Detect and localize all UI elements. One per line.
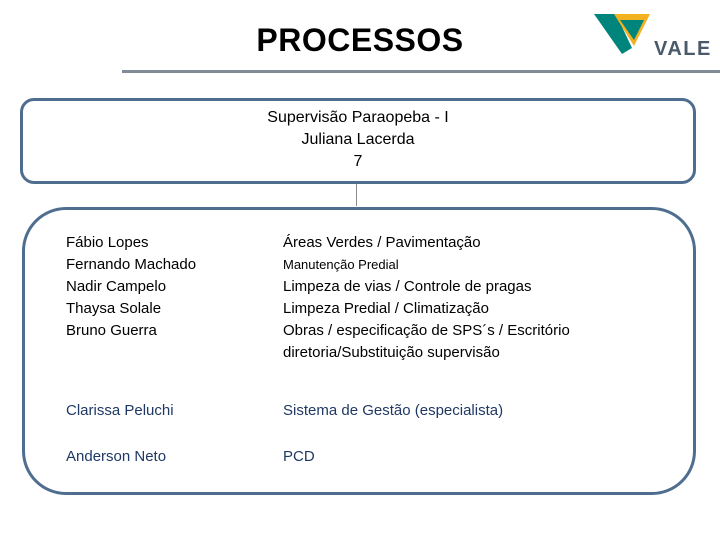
group1-areas [283, 232, 613, 364]
area-item: Áreas Verdes / Pavimentação [283, 234, 481, 251]
team-member-name: Fábio Lopes [66, 234, 149, 251]
area-item: Manutenção Predial [283, 257, 399, 272]
title-underline [122, 70, 720, 73]
area-item: Obras / especificação de SPS´s / Escritório [283, 322, 570, 339]
supervision-box [20, 98, 696, 184]
team-member-name: Anderson Neto [66, 448, 167, 465]
supervision-title: Supervisão Paraopeba - I [267, 109, 449, 126]
team-member-name: Fernando Machado [66, 256, 197, 273]
team-member-name: Nadir Campelo [66, 278, 167, 295]
vale-logo [594, 8, 720, 58]
page-title: PROCESSOS [256, 22, 464, 58]
group1-names [66, 232, 266, 342]
supervisor-name: Juliana Lacerda [301, 131, 415, 148]
team-member-name: Clarissa Peluchi [66, 402, 174, 419]
team-member-name: Thaysa Solale [66, 300, 162, 317]
vale-logo-mark-icon [594, 8, 654, 54]
area-item: Sistema de Gestão (especialista) [283, 402, 504, 419]
area-item: Limpeza Predial / Climatização [283, 300, 489, 317]
connector-line [356, 184, 357, 206]
area-item: PCD [283, 448, 315, 465]
area-item: Limpeza de vias / Controle de pragas [283, 278, 532, 295]
supervision-count: 7 [353, 153, 363, 170]
vale-logo-text: VALE [654, 38, 712, 60]
area-item: diretoria/Substituição supervisão [283, 344, 500, 361]
team-member-name: Bruno Guerra [66, 322, 157, 339]
